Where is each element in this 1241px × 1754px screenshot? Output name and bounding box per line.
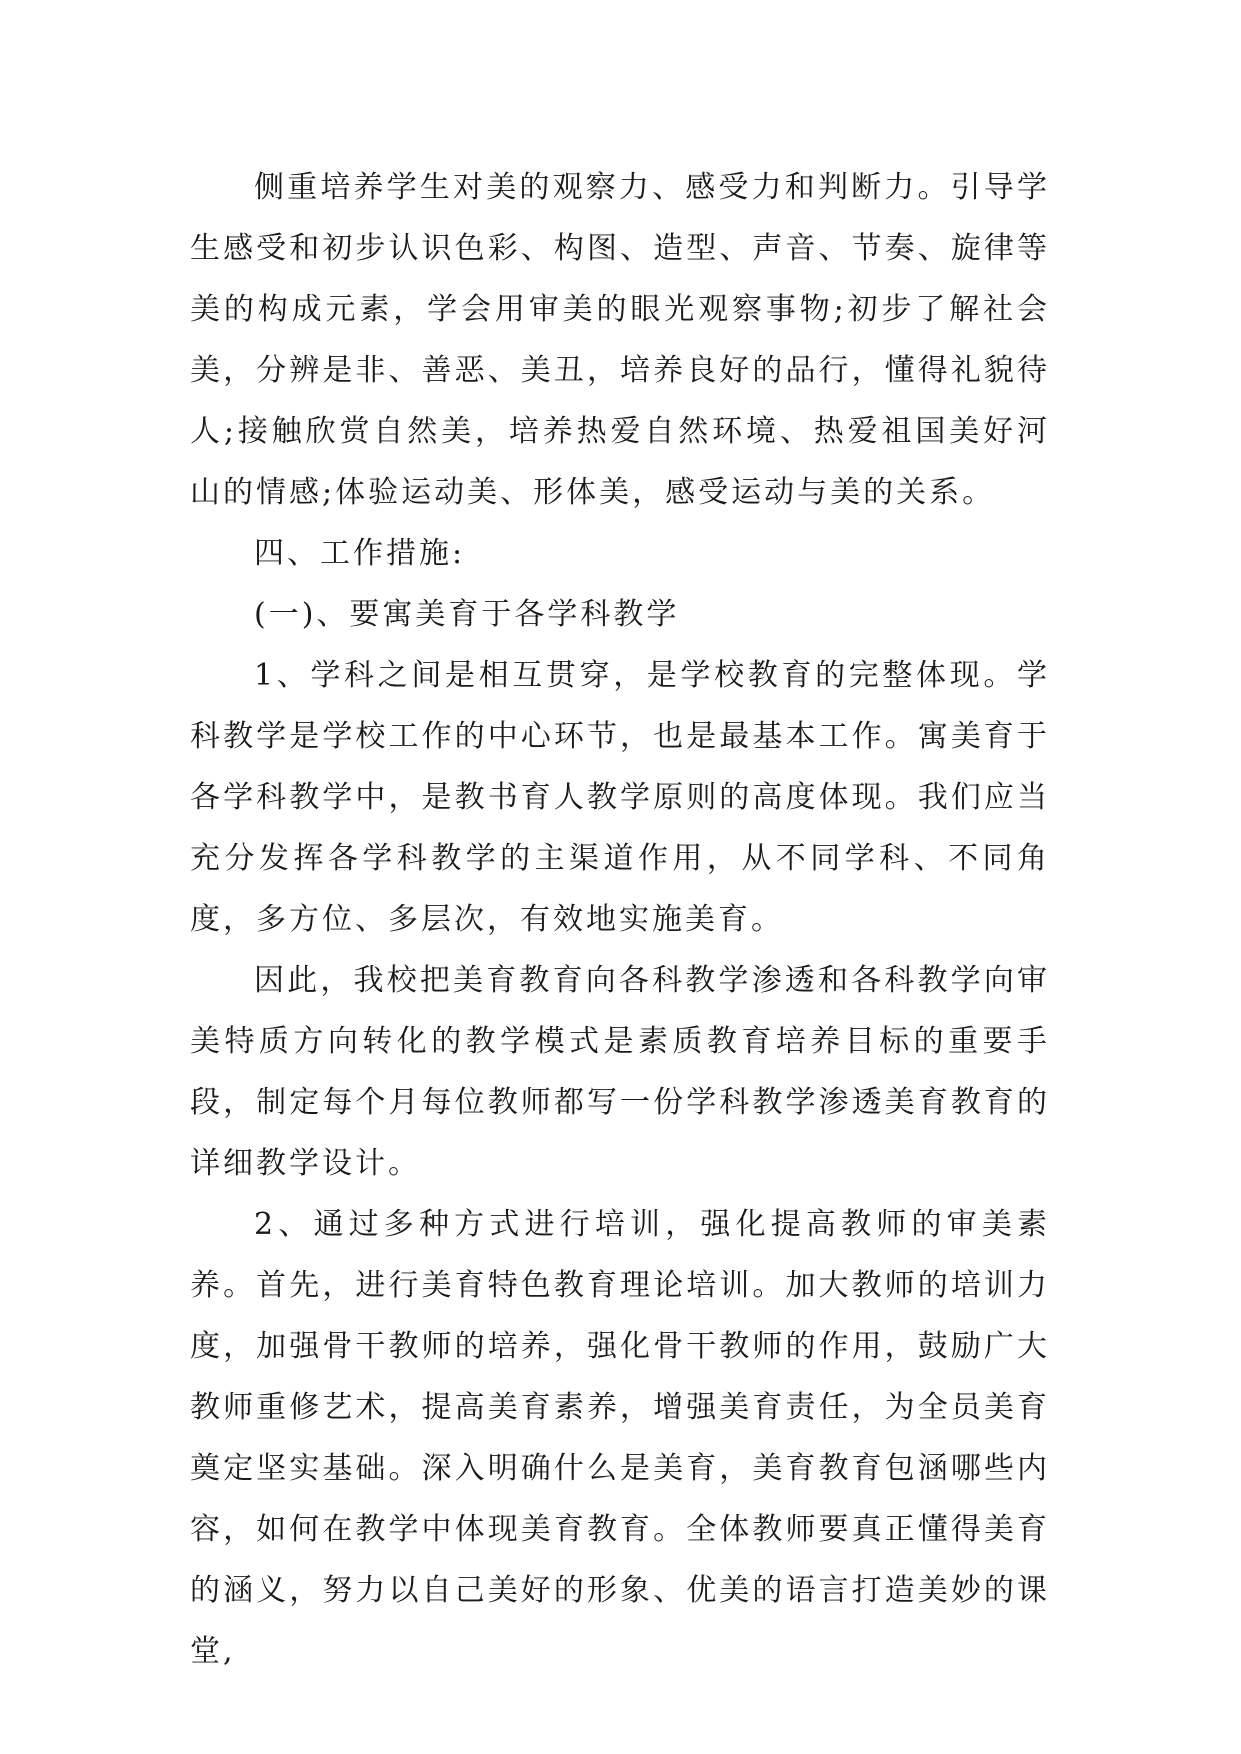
subsection-heading-subject-teaching: (一)、要寓美育于各学科教学 [254,597,680,632]
paragraph-aesthetic-goals: 侧重培养学生对美的观察力、感受力和判断力。引导学生感受和初步认识色彩、构图、造型、声音、节奏、旋律等美的构成元素，学会用审美的眼光观察事物;初步了解社会美，分辨是非、善恶、美丑，培养良好的品行，懂得礼貌待人;接触欣赏自然美，培养热爱自然环境、热爱祖国美好河山的情感;体验运动美、形体美，感受运动与美的关系。 [190,170,1050,510]
section-heading-work-measures: 四、工作措施: [254,536,466,571]
paragraph-item-2: 2、通过多种方式进行培训，强化提高教师的审美素养。首先，进行美育特色教育理论培训。加大教师的培训力度，加强骨干教师的培养，强化骨干教师的作用，鼓励广大教师重修艺术，提高美育素养，增强美育责任，为全员美育奠定坚实基础。深入明确什么是美育，美育教育包涵哪些内容，如何在教学中体现美育教育。全体教师要真正懂得美育的涵义，努力以自己美好的形象、优美的语言打造美妙的课堂, [190,1207,1050,1669]
document-body [190,157,1050,1682]
paragraph-item-1: 1、学科之间是相互贯穿，是学校教育的完整体现。学科教学是学校工作的中心环节，也是最基本工作。寓美育于各学科教学中，是教书育人教学原则的高度体现。我们应当充分发挥各学科教学的主渠道作用，从不同学科、不同角度，多方位、多层次，有效地实施美育。 [190,658,1050,937]
paragraph-therefore: 因此，我校把美育教育向各科教学渗透和各科教学向审美特质方向转化的教学模式是素质教育培养目标的重要手段，制定每个月每位教师都写一份学科教学渗透美育教育的详细教学设计。 [190,963,1050,1181]
